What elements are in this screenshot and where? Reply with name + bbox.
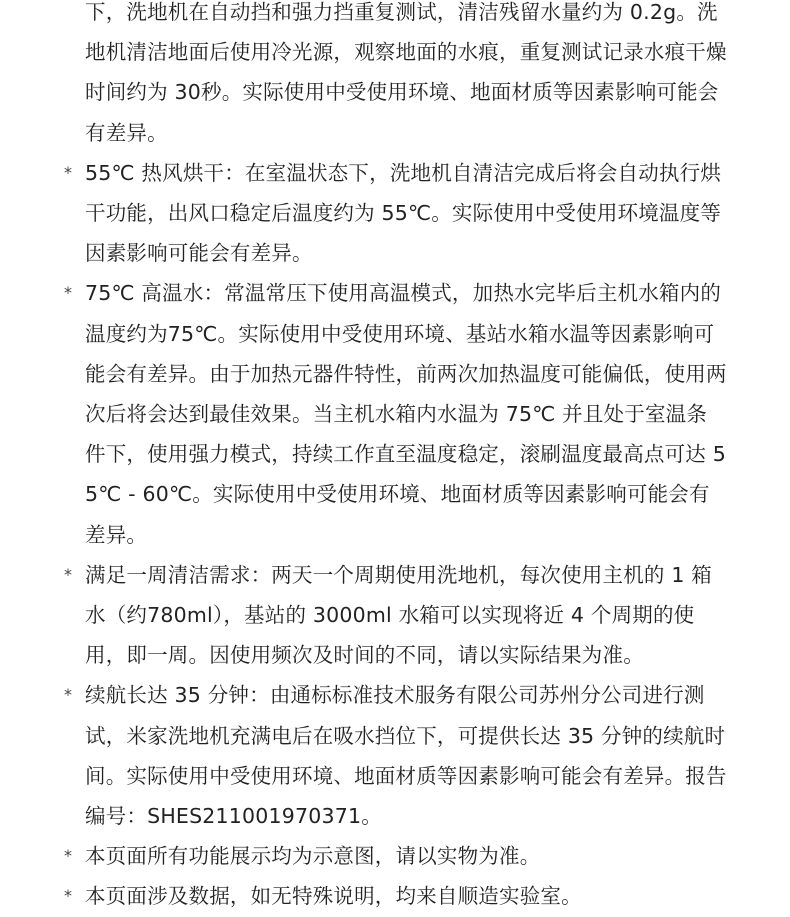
note-text: 续航长达 35 分钟：由通标标准技术服务有限公司苏州分公司进行测试，米家洗地机充满电后在吸水挡位下，可提供长达 35 分钟的续航时间。实际使用中受使用环境、地面材质等因素影响可能会有差异。报告编号：SHES211001970371。 bbox=[85, 683, 727, 829]
note-bullet: * bbox=[64, 283, 73, 303]
note-paragraph-hot-air-drying bbox=[0, 153, 727, 274]
note-text: 本页面涉及数据，如无特殊说明，均来自顺造实验室。 bbox=[85, 884, 582, 909]
note-paragraph-battery-life bbox=[0, 675, 727, 836]
note-paragraph-water-residue bbox=[0, 0, 727, 153]
note-text: 本页面所有功能展示均为示意图，请以实物为准。 bbox=[85, 844, 541, 869]
note-text: 55℃ 热风烘干：在室温状态下，洗地机自清洁完成后将会自动执行烘干功能，出风口稳定后温度约为 55℃。实际使用中受使用环境温度等因素影响可能会有差异。 bbox=[85, 160, 722, 266]
note-text: 75℃ 高温水：常温常压下使用高温模式，加热水完毕后主机水箱内的温度约为75℃。实际使用中受使用环境、基站水箱水温等因素影响可能会有差异。由于加热元器件特性，前两次加热温度可能偏低，使用两次后将会达到最佳效果。当主机水箱内水温为 75℃ 并且处于室温条件下，使用强力模式，持续工作直至温度稳定，滚刷温度最高点可达 55℃ - 60℃。实际使用中受使用环境、地面材质等因素影响可能会有差异。 bbox=[85, 281, 727, 547]
note-paragraph-hot-water bbox=[0, 273, 727, 554]
note-bullet: * bbox=[64, 886, 73, 906]
note-bullet: * bbox=[64, 162, 73, 182]
note-paragraph-illustration bbox=[0, 836, 727, 876]
note-bullet: * bbox=[64, 846, 73, 866]
note-bullet: * bbox=[64, 564, 73, 584]
note-paragraph-weekly-cleaning bbox=[0, 555, 727, 676]
note-bullet: * bbox=[64, 685, 73, 705]
note-text: 下，洗地机在自动挡和强力挡重复测试，清洁残留水量约为 0.2g。洗地机清洁地面后使用冷光源，观察地面的水痕，重复测试记录水痕干燥时间约为 30秒。实际使用中受使用环境、地面材质等因素影响可能会有差异。 bbox=[85, 0, 727, 145]
note-paragraph-data-source bbox=[0, 876, 727, 916]
note-text: 满足一周清洁需求：两天一个周期使用洗地机，每次使用主机的 1 箱水（约780ml），基站的 3000ml 水箱可以实现将近 4 个周期的使用，即一周。因使用频次及时间的不同，请以实际结果为准。 bbox=[85, 562, 712, 668]
